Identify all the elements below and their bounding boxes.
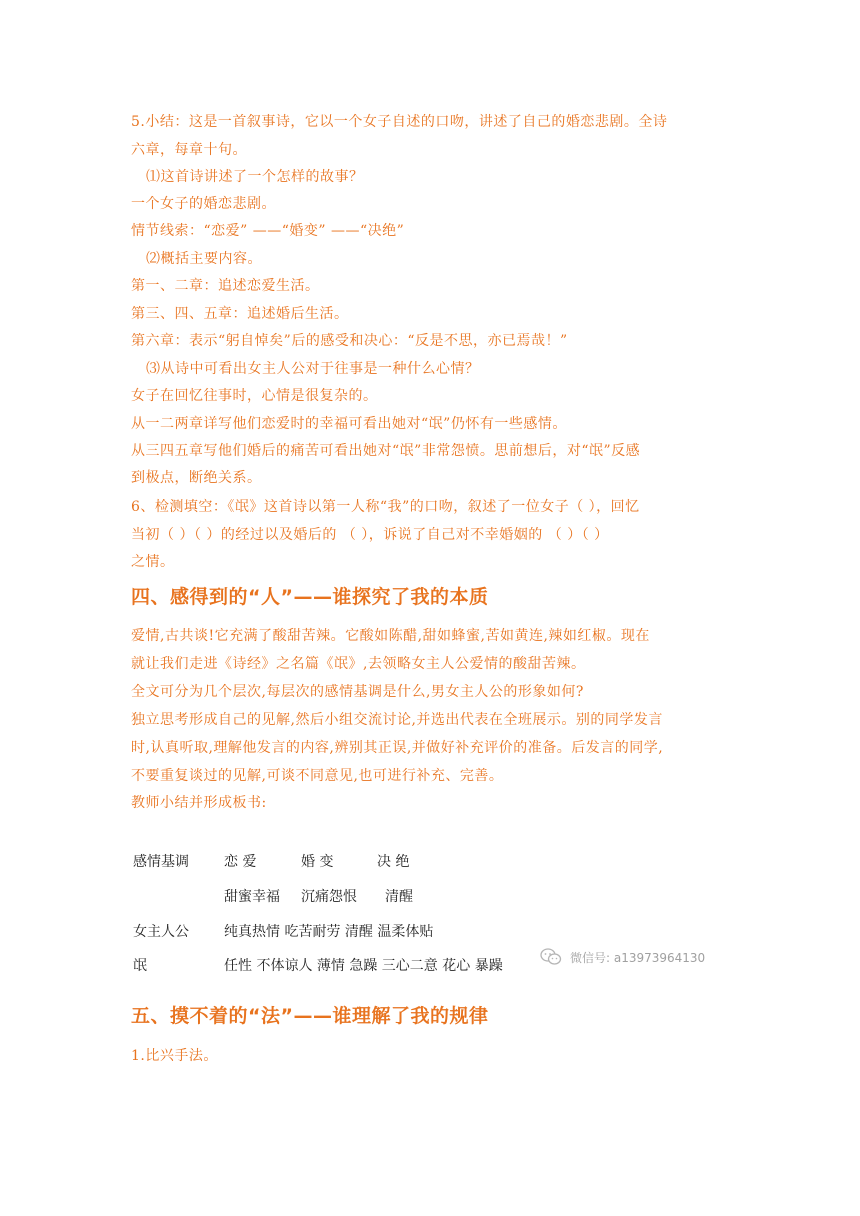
board-stage-break: 决 绝 [377,854,410,870]
board-tone-sober: 清醒 [385,889,413,905]
paragraph-line-2: 就让我们走进《诗经》之名篇《氓》,去领略女主人公爱情的酸甜苦辣。 [131,656,586,672]
answer-3-line-2: 从一二两章详写他们恋爱时的幸福可看出她对“氓”仍怀有一些感情。 [131,416,567,432]
section-5-heading: 五、摸不着的“法”——谁理解了我的规律 [131,1005,489,1027]
paragraph-line-3: 全文可分为几个层次,每层次的感情基调是什么,男女主人公的形象如何? [131,684,584,700]
fill-blank-line-2: 当初（ ）（ ）的经过以及婚后的 （ ），诉说了自己对不幸婚姻的 （ ）（ ） [131,527,609,543]
chapter-1-2: 第一、二章：追述恋爱生活。 [131,278,320,294]
chapter-3-5: 第三、四、五章：追述婚后生活。 [131,306,349,322]
board-heroine-traits: 纯真热情 吃苦耐劳 清醒 温柔体贴 [224,924,434,940]
wechat-watermark [540,948,705,966]
board-tone-resent: 沉痛怨恨 [301,889,357,905]
question-1: ⑴这首诗讲述了一个怎样的故事？ [146,169,364,185]
question-3: ⑶从诗中可看出女主人公对于往事是一种什么心情？ [146,361,480,377]
wechat-icon [540,948,562,966]
paragraph-line-1: 爱情,古共谈!它充满了酸甜苦辣。它酸如陈醋,甜如蜂蜜,苦如黄连,辣如红椒。现在 [131,628,650,644]
technique-item-1: 1.比兴手法。 [131,1048,218,1064]
plot-clue: 情节线索：“恋爱” ——“婚变” ——“决绝” [131,223,405,239]
section-4-heading: 四、感得到的“人”——谁探究了我的本质 [131,586,489,608]
paragraph-line-6: 不要重复谈过的见解,可谈不同意见,也可进行补充、完善。 [131,768,504,784]
board-label-emotion: 感情基调 [133,854,189,870]
summary-line-1: 5.小结：这是一首叙事诗，它以一个女子自述的口吻，讲述了自己的婚恋悲剧。全诗 [131,114,668,130]
answer-1: 一个女子的婚恋悲剧。 [131,196,276,212]
paragraph-line-5: 时,认真听取,理解他发言的内容,辨别其正误,并做好补充评价的准备。后发言的同学, [131,740,664,756]
chapter-6: 第六章：表示“躬自悼矣”后的感受和决心：“反是不思，亦已焉哉！” [131,333,568,349]
question-2: ⑵概括主要内容。 [146,251,262,267]
answer-3-line-4: 到极点，断绝关系。 [131,470,262,486]
answer-3-line-1: 女子在回忆往事时，心情是很复杂的。 [131,388,378,404]
board-meng-traits: 任性 不体谅人 薄情 急躁 三心二意 花心 暴躁 [224,958,503,974]
fill-blank-line-3: 之情。 [131,554,175,570]
board-stage-love: 恋 爱 [224,854,257,870]
summary-line-2: 六章，每章十句。 [131,142,247,158]
board-tone-sweet: 甜蜜幸福 [224,889,280,905]
answer-3-line-3: 从三四五章写他们婚后的痛苦可看出她对“氓”非常怨愤。思前想后，对“氓”反感 [131,443,641,459]
board-label-heroine: 女主人公 [133,924,189,940]
fill-blank-line-1: 6、检测填空：《氓》这首诗以第一人称“我”的口吻，叙述了一位女子（ ），回忆 [131,499,640,515]
paragraph-line-7: 教师小结并形成板书: [131,795,267,811]
watermark-text: 微信号: a13973964130 [570,950,706,965]
board-label-meng: 氓 [133,958,147,974]
paragraph-line-4: 独立思考形成自己的见解,然后小组交流讨论,并选出代表在全班展示。别的同学发言 [131,712,663,728]
board-stage-change: 婚 变 [301,854,334,870]
